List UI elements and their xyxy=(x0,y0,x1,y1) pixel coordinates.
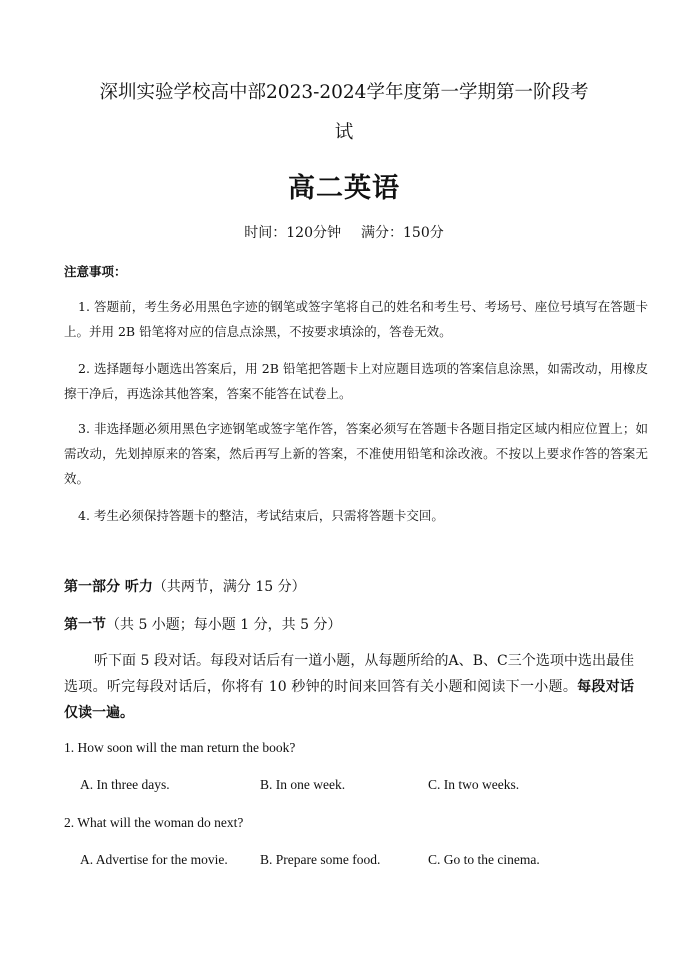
subject-title: 高二英语 xyxy=(288,173,400,204)
notice-item: 1. 答题前，考生务必用黑色字迹的钢笔或签字笔将自己的姓名和考生号、考场号、座位号填写在答题卡上。并用 2B 铅笔将对应的信息点涂黑，不按要求填涂的，答卷无效。 xyxy=(64,299,648,339)
question-2-stem: 2. What will the woman do next? xyxy=(64,815,244,830)
time-text: 时间：120分钟 xyxy=(244,225,341,241)
part-1-heading-bold: 第一部分 听力 xyxy=(64,579,153,595)
section-1-heading-rest: （共 5 小题；每小题 1 分，共 5 分） xyxy=(106,617,342,633)
question-2-option-c: C. Go to the cinema. xyxy=(428,852,540,867)
question-2-option-b: B. Prepare some food. xyxy=(260,852,381,867)
instructions-bold-text: 每段对话仅读一遍。 xyxy=(64,679,635,721)
section-1-instructions xyxy=(64,648,634,726)
instructions-text: 听下面 5 段对话。每段对话后有一道小题，从每题所给的A、B、C三个选项中选出最佳选项。听完每段对话后，你将有 10 秒钟的时间来回答有关小题和阅读下一小题。 xyxy=(64,653,634,695)
exam-title-line-2: 试 xyxy=(334,122,354,143)
notice-item: 3. 非选择题必须用黑色字迹钢笔或签字笔作答，答案必须写在答题卡各题目指定区域内相应位置上；如需改动，先划掉原来的答案，然后再写上新的答案，不准使用铅笔和涂改液。不按以上要求作答的答案无效。 xyxy=(64,421,648,486)
notice-item: 2. 选择题每小题选出答案后，用 2B 铅笔把答题卡上对应题目选项的答案信息涂黑，如需改动，用橡皮擦干净后，再选涂其他答案，答案不能答在试卷上。 xyxy=(64,361,648,401)
part-1-heading-rest: （共两节，满分 15 分） xyxy=(152,579,306,595)
question-1-option-a: A. In three days. xyxy=(80,777,170,792)
score-text: 满分：150分 xyxy=(361,225,444,241)
question-1-stem: 1. How soon will the man return the book? xyxy=(64,740,296,755)
notice-item: 4. 考生必须保持答题卡的整洁，考试结束后，只需将答题卡交回。 xyxy=(78,508,444,523)
time-score-line xyxy=(0,222,688,242)
section-1-heading xyxy=(64,614,341,634)
exam-title-line-1: 深圳实验学校高中部2023-2024学年度第一学期第一阶段考 xyxy=(99,82,589,103)
part-1-heading xyxy=(64,576,306,596)
question-1-option-c: C. In two weeks. xyxy=(428,777,520,792)
question-2-option-a: A. Advertise for the movie. xyxy=(80,852,228,867)
section-1-heading-bold: 第一节 xyxy=(64,617,106,633)
question-1-option-b: B. In one week. xyxy=(260,777,346,792)
notice-heading: 注意事项： xyxy=(64,264,127,279)
